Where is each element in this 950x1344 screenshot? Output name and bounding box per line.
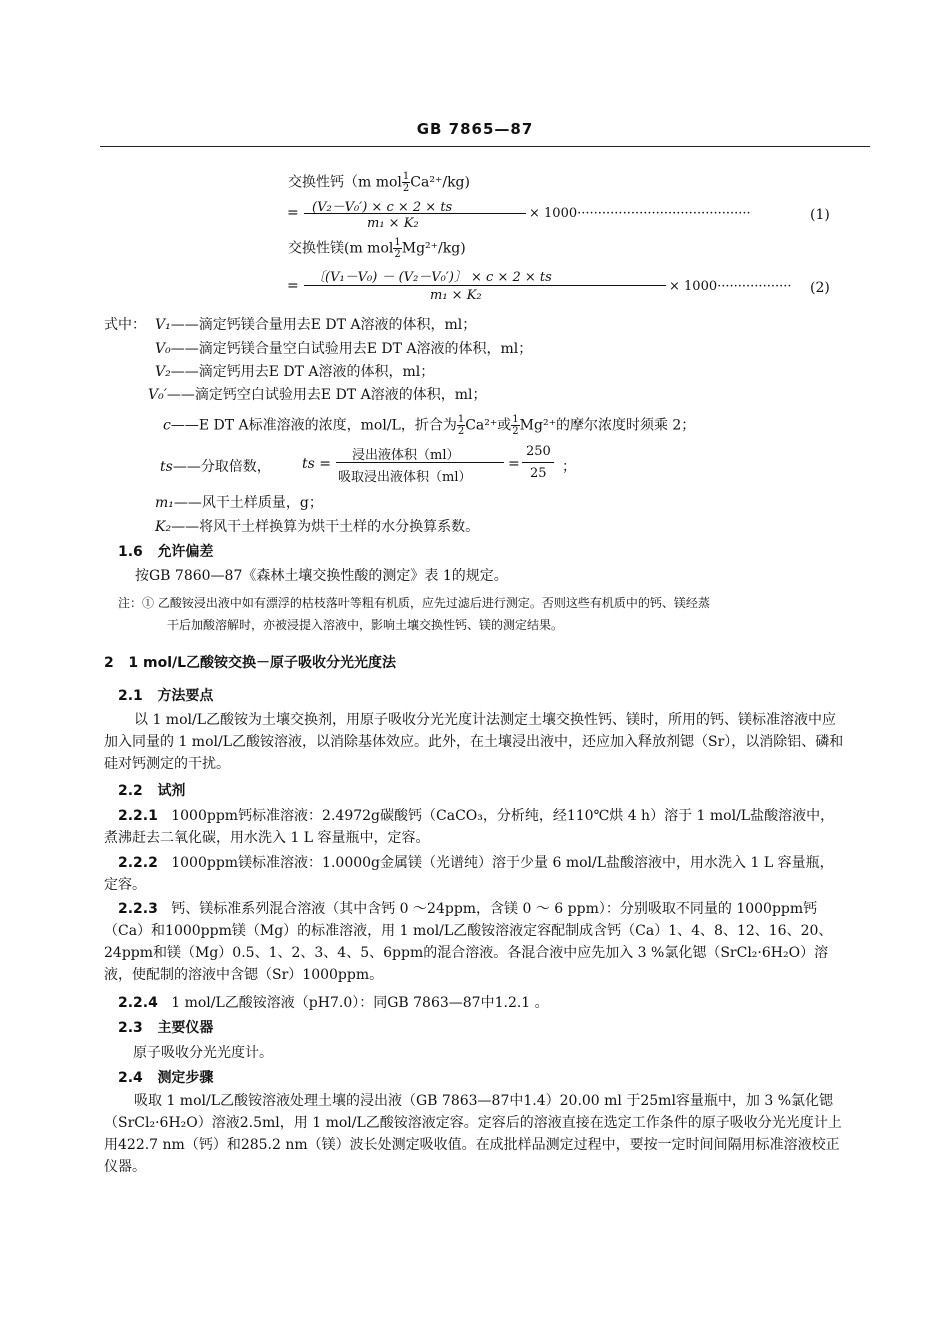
formula2-multiplier: × 1000··················: [669, 279, 792, 294]
definitions-intro: 式中：: [104, 317, 146, 333]
s221-paragraph: 2.2.1 1000ppm钙标准溶液：2.4972g碳酸钙（CaCO₃，分析纯，经110℃烘 4 h）溶于 1 mol/L盐酸溶液中，煮沸赶去二氧化碳，用水洗入 1 L 容量瓶中，定容。: [104, 808, 835, 846]
s23-text: 原子吸收分光光度计。: [133, 1045, 273, 1061]
s24-text: 吸取 1 mol/L乙酸铵溶液处理土壤的浸出液（GB 7863—87中1.4）20.00 ml 于25ml容量瓶中，加 3 %氯化锶（SrCl₂·6H₂O）溶液2.5ml，用 1 mol/L乙酸铵溶液定容。定容后的溶液直接在选定工作条件的原子吸收分光光度计上用422.7 nm（钙）和285.2 nm（镁）波长处测定吸收值。在成批样品测定过程中，要按一定时间间隔用标准溶液校正仪器。: [104, 1093, 842, 1175]
formula2-label: 交换性镁(m mol $\frac{1}{2}$ Mg²⁺/kg): [288, 237, 466, 260]
formula1-equals: =: [287, 205, 299, 221]
def-k2: K₂——将风干土样换算为烘干土样的水分换算系数。: [155, 519, 480, 535]
def-ts-denominator2: 25: [530, 466, 547, 481]
formula2-denominator: m₁ × K₂: [430, 288, 482, 303]
s16-text: 按GB 7860—87《森林土壤交换性酸的测定》表 1的规定。: [135, 568, 508, 584]
def-v2: V₂——滴定钙用去E DT A溶液的体积，ml；: [155, 364, 435, 380]
formula2-numerator: 〔(V₁－V₀) － (V₂－V₀′)〕 × c × 2 × ts: [312, 270, 552, 285]
def-ts-end: ；: [562, 459, 576, 475]
header-rule: [100, 146, 870, 147]
s23-heading: 2.3 主要仪器: [118, 1020, 214, 1036]
def-ts: ts——分取倍数，: [160, 459, 271, 475]
s21-text: 以 1 mol/L乙酸铵为土壤交换剂，用原子吸收分光光度计法测定土壤交换性钙、镁时，所用的钙、镁标准溶液中应加入同量的 1 mol/L乙酸铵溶液，以消除基体效应。此外，在土壤浸出液中，还应加入释放剂锶（Sr），以消除铝、磷和硅对钙测定的干扰。: [104, 712, 844, 772]
def-ts-numerator: 浸出液体积（ml）: [352, 448, 460, 463]
formula2-equals: =: [287, 278, 299, 294]
s224-paragraph: 2.2.4 1 mol/L乙酸铵溶液（pH7.0）：同GB 7863—87中1.2.1 。: [118, 995, 549, 1011]
def-ts-denominator: 吸取浸出液体积（ml）: [338, 470, 472, 485]
formula2-number: (2): [810, 280, 830, 296]
formula1-numerator: (V₂－V₀′) × c × 2 × ts: [312, 200, 453, 215]
def-ts-numerator2: 250: [526, 444, 551, 459]
def-ts-fraction-bar2: [522, 462, 554, 463]
formula1-denominator: m₁ × K₂: [367, 216, 419, 231]
formula1-fraction-bar: [304, 213, 526, 214]
def-c-fraction-ca: $\frac{1}{2}$: [457, 414, 465, 437]
def-ts-fraction-bar: [336, 462, 504, 463]
s24-heading: 2.4 测定步骤: [118, 1070, 214, 1086]
s22-heading: 2.2 试剂: [118, 783, 186, 799]
def-v0-prime: V₀′——滴定钙空白试验用去E DT A溶液的体积，ml；: [148, 387, 487, 403]
def-c-fraction-mg: $\frac{1}{2}$: [512, 414, 519, 437]
def-ts-eq: ts =: [302, 456, 331, 472]
formula1-number: (1): [810, 207, 830, 223]
formula1-multiplier: × 1000··········································: [529, 206, 751, 221]
s2-heading: 2 1 mol/L乙酸铵交换－原子吸收分光光度法: [104, 655, 397, 671]
s16-note-line1: 注：① 乙酸铵浸出液中如有漂浮的枯枝落叶等粗有机质，应先过滤后进行测定。否则这些有机质中的钙、镁经蒸: [118, 596, 710, 610]
formula2-fraction-bar: [304, 285, 666, 286]
s223-paragraph: 2.2.3 钙、镁标准系列混合溶液（其中含钙 0 ～24ppm，含镁 0 ～ 6 ppm）：分别吸取不同量的 1000ppm钙（Ca）和1000ppm镁（Mg）的标准溶液，用 1 mol/L乙酸铵溶液定容配制成含钙（Ca）1、4、8、12、16、20、24ppm和镁（Mg）0.5、1、2、3、4、5、6ppm的混合溶液。各混合液中应先加入 3 %氯化锶（SrCl₂·6H₂O）溶液，使配制的溶液中含锶（Sr）1000ppm。: [104, 901, 833, 983]
s16-note-line2: 干后加酸溶解时，亦被浸提入溶液中，影响土壤交换性钙、镁的测定结果。: [167, 618, 564, 632]
def-c: c——E DT A标准溶液的浓度，mol/L，折合为 $\frac{1}{2}$ Ca²⁺或 $\frac{1}{2}$ Mg²⁺的摩尔浓度时须乘 2；: [163, 414, 696, 437]
s21-heading: 2.1 方法要点: [118, 688, 214, 704]
def-m1: m₁——风干土样质量，g；: [155, 495, 323, 511]
s222-paragraph: 2.2.2 1000ppm镁标准溶液：1.0000g金属镁（光谱纯）溶于少量 6 mol/L盐酸溶液中，用水洗入 1 L 容量瓶，定容。: [104, 855, 834, 893]
formula2-label-fraction: $\frac{1}{2}$: [394, 237, 401, 260]
page-header: GB 7865—87: [416, 120, 534, 138]
def-v0: V₀——滴定钙镁合量空白试验用去E DT A溶液的体积，ml；: [155, 341, 533, 357]
def-ts-eq2: =: [508, 456, 520, 472]
formula1-label: 交换性钙（m mol $\frac{1}{2}$ Ca²⁺/kg): [288, 171, 470, 194]
s16-heading: 1.6 允许偏差: [118, 544, 214, 560]
def-v1: V₁——滴定钙镁合量用去E DT A溶液的体积，ml；: [155, 317, 477, 333]
formula1-label-fraction: $\frac{1}{2}$: [402, 171, 410, 194]
